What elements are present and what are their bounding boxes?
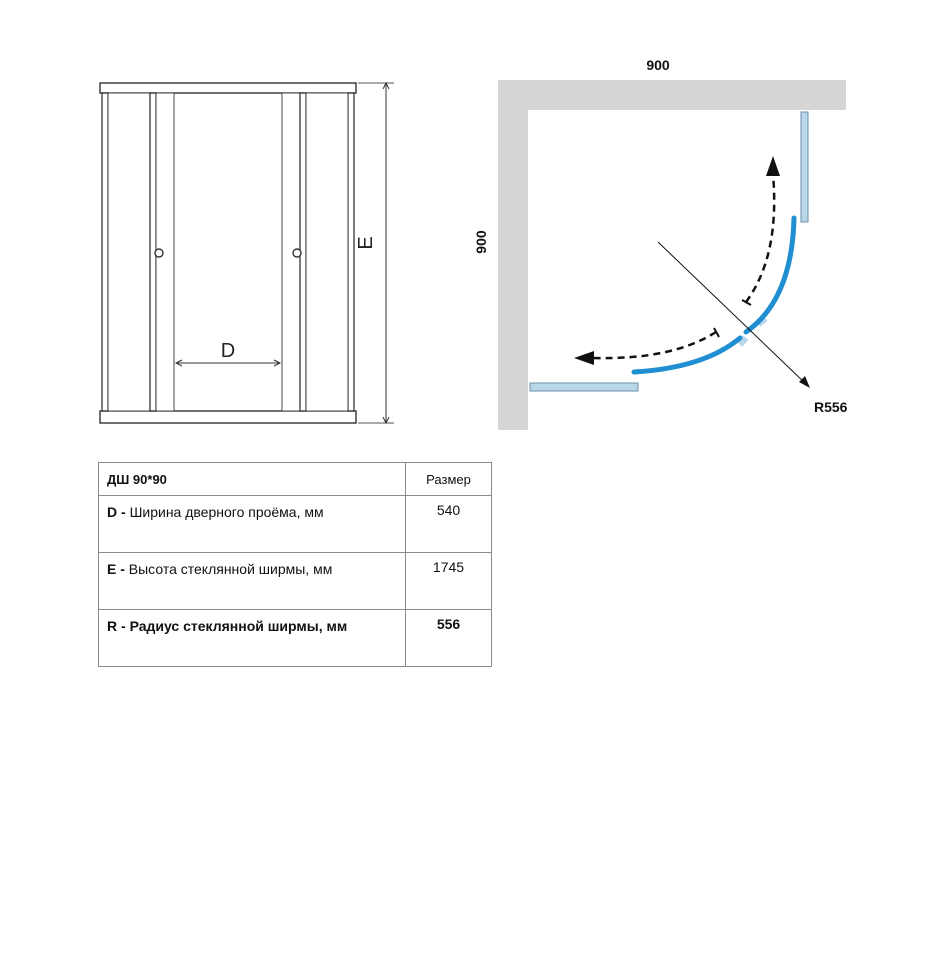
param-cell xyxy=(99,610,406,667)
plan-view-drawing xyxy=(470,50,880,440)
param-cell xyxy=(99,553,406,610)
door-swing-lower-arrowhead xyxy=(574,351,594,365)
model-cell xyxy=(99,463,406,496)
door-swing-lower xyxy=(594,332,716,358)
table-row xyxy=(99,553,492,610)
top-frame xyxy=(100,83,356,93)
right-post xyxy=(348,93,354,411)
radius-line xyxy=(658,242,806,384)
value-cell: 540 xyxy=(406,496,492,553)
dim-e-label: E xyxy=(355,236,377,250)
param-text: Высота стеклянной ширмы, мм xyxy=(128,561,333,577)
door-swing-upper xyxy=(746,174,774,302)
side-panel-bottom xyxy=(530,383,638,391)
param-text: Радиус стеклянной ширмы, мм xyxy=(129,618,348,634)
table-header-row xyxy=(99,463,492,496)
table-row xyxy=(99,496,492,553)
param-text: Ширина дверного проёма, мм xyxy=(129,504,324,520)
size-header: Размер xyxy=(406,463,492,496)
right-fixed-panel xyxy=(306,93,348,411)
radius-arrowhead xyxy=(799,376,810,388)
curved-glass-lower xyxy=(634,338,740,372)
value-cell: 556 xyxy=(406,610,492,667)
table-row xyxy=(99,610,492,667)
right-handle xyxy=(293,249,301,257)
curved-glass-upper xyxy=(746,218,794,332)
param-key: R - xyxy=(107,618,130,634)
param-cell xyxy=(99,496,406,553)
bottom-tray xyxy=(100,411,356,423)
left-handle xyxy=(155,249,163,257)
dim-d-label: D xyxy=(220,340,236,362)
model-name: ДШ 90*90 xyxy=(107,471,167,487)
value-cell: 1745 xyxy=(406,553,492,610)
door-swing-upper-arrowhead xyxy=(766,156,780,176)
left-fixed-panel xyxy=(108,93,150,411)
depth-label: 900 xyxy=(473,230,489,254)
param-key: D - xyxy=(107,504,130,520)
left-post xyxy=(102,93,108,411)
radius-label: R556 xyxy=(814,399,848,415)
param-key: E - xyxy=(107,561,129,577)
front-elevation-drawing xyxy=(90,75,410,435)
spec-table xyxy=(98,462,492,667)
width-label: 900 xyxy=(646,57,670,73)
side-panel-right xyxy=(801,112,808,222)
